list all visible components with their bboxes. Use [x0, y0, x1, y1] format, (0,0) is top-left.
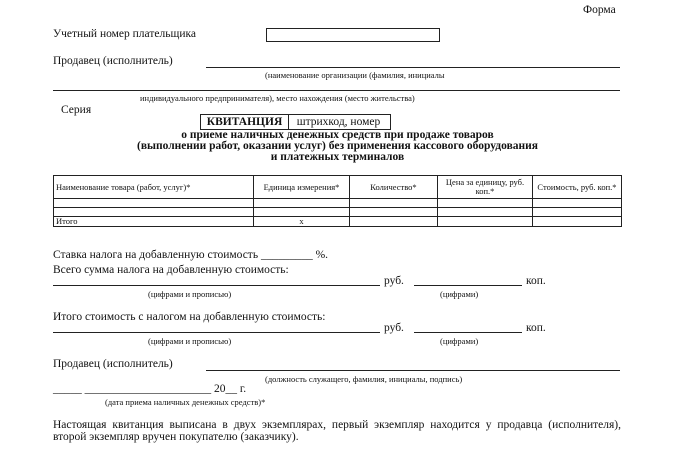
seller-caption-2: индивидуального предпринимателя), место нахождения (место жительства) — [140, 93, 415, 103]
receipt-type-box: КВИТАНЦИЯ — [200, 114, 289, 130]
vat-rate-line — [53, 249, 328, 261]
vat-rate-unit: %. — [315, 249, 329, 261]
total-cost[interactable] — [533, 217, 622, 227]
total-with-vat-label: Итого стоимость с налогом на добавленную стоимость: — [53, 311, 326, 323]
header-unit-price: Цена за единицу, руб. коп.* — [438, 176, 533, 199]
vat-kop-label: коп. — [526, 275, 546, 287]
table-cell[interactable] — [438, 208, 533, 217]
table-row — [54, 208, 622, 217]
vat-digits-line[interactable] — [414, 285, 522, 286]
total-label: Итого — [54, 217, 254, 227]
seller-name-line[interactable] — [206, 67, 620, 68]
signature-caption: (должность служащего, фамилия, инициалы, подпись) — [265, 374, 463, 384]
vat-rate-blank[interactable]: _________ — [260, 249, 313, 261]
footer-note: Настоящая квитанция выписана в двух экземплярах, первый экземпляр находится у продавца (исполнителя), второй экземпляр вручен покупателю (заказчику). — [53, 419, 621, 443]
table-cell[interactable] — [350, 208, 438, 217]
payer-number-label: Учетный номер плательщика — [53, 28, 196, 40]
total-digits-line[interactable] — [414, 332, 522, 333]
seller-label: Продавец (исполнитель) — [53, 55, 173, 67]
title-line-3: и платежных терминалов — [270, 151, 405, 163]
seller-caption-1: (наименование организации (фамилия, инициалы — [265, 70, 445, 80]
signature-seller-label: Продавец (исполнитель) — [53, 358, 173, 370]
table-cell[interactable] — [54, 208, 254, 217]
receipt-date-line[interactable]: _____ ______________________ 20__ г. — [53, 383, 247, 395]
payer-number-field[interactable] — [266, 28, 440, 42]
table-header-row — [54, 176, 622, 199]
total-kop-label: коп. — [526, 322, 546, 334]
signature-line[interactable] — [206, 370, 620, 371]
barcode-number-box[interactable]: штрихкод, номер — [287, 114, 391, 130]
title-line-1: о приеме наличных денежных средств при продаже товаров — [181, 129, 494, 141]
total-words-caption: (цифрами и прописью) — [148, 336, 232, 346]
vat-digits-caption: (цифрами) — [440, 289, 479, 299]
total-price[interactable] — [438, 217, 533, 227]
table-total-row — [54, 217, 622, 227]
seller-address-line[interactable] — [53, 90, 620, 91]
table-cell[interactable] — [350, 199, 438, 208]
vat-rate-label: Ставка налога на добавленную стоимость — [53, 249, 259, 261]
series-label: Серия — [61, 104, 92, 116]
form-label: Форма — [583, 4, 616, 16]
total-rub-label: руб. — [384, 322, 404, 334]
header-cost: Стоимость, руб. коп.* — [533, 176, 622, 199]
title-line-2: (выполнении работ, оказании услуг) без применения кассового оборудования — [136, 140, 539, 152]
goods-table — [53, 175, 622, 227]
table-cell[interactable] — [54, 199, 254, 208]
table-cell[interactable] — [533, 199, 622, 208]
table-cell[interactable] — [533, 208, 622, 217]
table-cell[interactable] — [438, 199, 533, 208]
table-row — [54, 199, 622, 208]
vat-words-caption: (цифрами и прописью) — [148, 289, 232, 299]
header-product-name: Наименование товара (работ, услуг)* — [54, 176, 254, 199]
vat-words-line[interactable] — [53, 285, 380, 286]
header-unit: Единица измерения* — [254, 176, 350, 199]
total-unit-mark: х — [254, 217, 350, 227]
vat-total-label: Всего сумма налога на добавленную стоимость: — [53, 264, 289, 276]
total-quantity[interactable] — [350, 217, 438, 227]
table-cell[interactable] — [254, 199, 350, 208]
header-quantity: Количество* — [350, 176, 438, 199]
total-words-line[interactable] — [53, 332, 380, 333]
vat-rub-label: руб. — [384, 275, 404, 287]
total-digits-caption: (цифрами) — [440, 336, 479, 346]
receipt-date-caption: (дата приема наличных денежных средств)* — [105, 397, 266, 407]
